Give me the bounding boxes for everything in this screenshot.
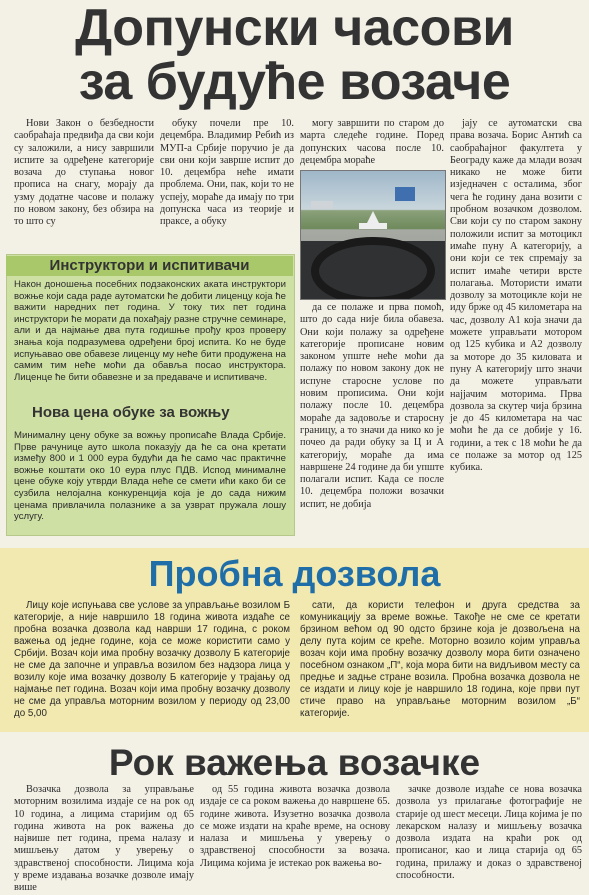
headline-line-1: Допунски часови — [75, 0, 514, 57]
license-validity-title: Рок важења возачке — [108, 742, 481, 783]
probationary-column-2-text: сати, да користи телефон и друга средства за комуникацију за време вожње. Такође не сме се кретати брзином већом од 90 одсто брзине која је дозвољена на делу пута којим се креће. Моторно возило којим управља возач који има пробну возачку дозволу мора бити означено посебном ознаком „П“, која мора бити на видљивом месту са предње и задње стране возила. Пробна возачка дозвола не се издати и лицу које је навршило 18 година, које први пут стиче право на управљање моторним возилом „Б“ категорије. — [300, 600, 580, 719]
article-column-1-text: Нови Закон о безбедности саобраћаја предвиђа да сви који су заложили, а нису завршили испите за одређене категорије возача до ступања новог прописа на снагу, морају да узму додатне часове и полажу по новом закону, без обзира на то што су — [14, 118, 154, 228]
validity-column-2-text: од 55 година живота возачка дозвола издаје се са роком важења до навршене 65. године живота. Изузетно возачка дозвола се може издати на краће време, на основу налаза и мишљења у уверењу о здравственој способности за возача. Лицима којима је истекао рок важења во- — [200, 784, 390, 869]
article-column-3-bottom — [300, 302, 444, 538]
validity-column-3-text: зачке дозволе издаће се нова возачка дозвола уз прилагање фотографије не старије од шест месеци. Лица којима је по лекарском налазу и мишљењу возачка дозвола издата на краћи рок од прописаног, као и лица старија од 65 година, прилажу и доказ о здравственој способности. — [396, 784, 582, 882]
article-column-2 — [160, 118, 294, 248]
article-column-3-top-text: могу завршити по старом до марта следеће године. Поред допунских часова после 10. децембра мораће — [300, 118, 444, 166]
validity-column-1-text: Возачка дозвола за управљање моторним возилима издаје се на рок од 10 година, а лицима старијим од 65 година живота на рок важења до највише пет година, према налазу и мишљењу датом у уверењу о здравственој способности. Лицима која у време издавања возачке дозволе имају више — [14, 784, 194, 894]
probationary-column-1-text: Лицу које испуњава све услове за управљање возилом Б категорије, а није навршило 18 година живота издаће се пробна возачка дозвола кад наврши 17 година, с роком важења од једне године, која се може користити само у Србији. Возач који има пробну возачку дозволу Б категорије не сме да започне и управља возилом без надзора лица у возилу које има возачку дозволу Б категорије у трајању од најмање пет година. Возач који има пробну возачку дозволу не сме да управља моторним возилом у периоду од 23,00 до 5,00 — [14, 600, 290, 719]
validity-column-3 — [396, 784, 582, 882]
article-column-4-text: јају се аутоматски сва права возача. Борис Антић са саобраћајног факултета у Београду каже да млади возач никако не може бити изједначен с осталима, због чега ће годину дана возити с пробном возачком дозволом. Сви који су по старом закону положили испит за мотоцикл имаће пуну А категорију, а они који се тек спремају за испит имаће четири врсте полагања. Мотористи имати дозволу за мотоцикле који не иду брже од 45 километара на час, дозволу А1 која значи да можете управљати мотором од 125 кубика и А2 дозволу за моторе до 35 киловата и пуну А категорију што значи да можете управљати најјачим моторима. Прва дозвола за скутер чија брзина је до 45 километара на час моћи ће да се добије у 16. години, а тек с 18 моћи ће да се полаже за мотор од 125 кубика. — [450, 118, 582, 474]
probationary-column-1 — [14, 600, 290, 726]
headline-line-2: за будуће возаче — [78, 53, 511, 111]
article-column-4 — [450, 118, 582, 538]
dashboard-photo — [300, 170, 446, 300]
instructors-text: Након доношења посебних подзаконских аката инструктори вожње који сада раде аутоматски ће добити лиценцу која ће важити наредних пет година. У току тих пет година инструктори ће морати да похађају разне стручне семинаре, али и да најмање два пута годишње прођу кроз проверу знања која подразумева одређени број испита. Ко не буде испуњавао ове обавезе лиценцу му неће бити продужена на самим тим неће моћи да обавља посао инструктора. Лиценце ће бити обавезне и за предаваче и испитиваче. — [14, 279, 286, 383]
price-title: Нова цена обуке за вожњу — [32, 404, 230, 421]
article-column-3-bottom-text: да се полаже и прва помоћ, што до сада није била обавеза. Они који полажу за одређене категорије прописане новим законом упште неће моћи да полажу по новом закону док не испуне старосне услове по новим прописима. Они који полажу после 10. децембра мораће да задовоље и старосну границу, а то значи да нико ко је почео да ради обуку за Ц и А категорију, мораће да има навршене 24 године да би упште полагали испит. Када се после 10. децембра положи возачки испит, не добија — [300, 302, 444, 510]
probationary-license-title: Пробна дозвола — [148, 553, 441, 594]
article-column-1 — [14, 118, 154, 248]
steering-wheel-illustration — [301, 171, 445, 299]
instructors-title: Инструктори и испитивачи — [6, 256, 293, 276]
article-column-3-top — [300, 118, 444, 166]
validity-column-1 — [14, 784, 194, 894]
validity-column-2 — [200, 784, 390, 882]
article-column-2-text: обуку почели пре 10. децембра. Владимир Ребић из МУП-а Србије поручио је да сви они који заврше испит до 10. децембра неће имати проблема. Они, пак, који то не успеју, мораће да имају по три допунска часа из теорије и праксе, а обуку — [160, 118, 294, 228]
price-text: Минималну цену обуке за вожњу прописаће Влада Србије. Прве рачунице ауто школа показују да ће са она кретати између 800 и 1 000 еура будући да ће само час практичне вожње коштати око 10 еура плус ПДВ. Испод минималне цене обуке коју утврди Влада неће се смети ићи како би се сузбила нелојална конкуренција која је до сада нижим ценама привлачила полазнике а за узврат пружала лошу услугу. — [14, 430, 286, 523]
probationary-column-2 — [300, 600, 580, 726]
